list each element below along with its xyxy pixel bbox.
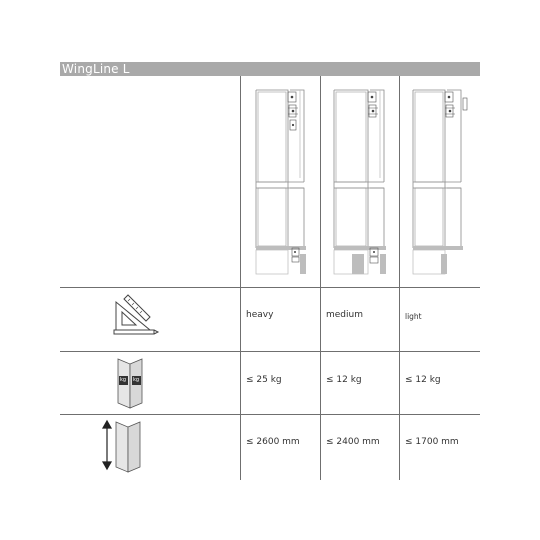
- section-title: WingLine L: [62, 62, 130, 76]
- max-height-light: ≤ 1700 mm: [405, 437, 459, 447]
- column-divider-2: [320, 76, 321, 480]
- folding-door-medium-drawing: [322, 78, 398, 284]
- set-square-ruler-icon: [110, 296, 160, 336]
- max-weight-light: ≤ 12 kg: [405, 375, 441, 385]
- folding-door-heavy-drawing: [242, 78, 318, 284]
- folding-door-light-drawing: [401, 78, 477, 284]
- max-height-heavy: ≤ 2600 mm: [246, 437, 300, 447]
- door-height-arrow-icon: [100, 418, 152, 476]
- max-height-medium: ≤ 2400 mm: [326, 437, 380, 447]
- row-divider-1: [60, 287, 480, 288]
- row-divider-2: [60, 351, 480, 352]
- kg-label-right: kg: [133, 377, 140, 383]
- max-weight-medium: ≤ 12 kg: [326, 375, 362, 385]
- section-header: [60, 62, 480, 76]
- load-class-medium: medium: [326, 310, 363, 320]
- door-weight-kg-icon: [112, 356, 152, 410]
- load-class-heavy: heavy: [246, 310, 274, 320]
- column-divider-1: [240, 76, 241, 480]
- load-class-light: light: [405, 312, 422, 321]
- row-divider-3: [60, 414, 480, 415]
- column-divider-3: [399, 76, 400, 480]
- max-weight-heavy: ≤ 25 kg: [246, 375, 282, 385]
- kg-label-left: kg: [120, 377, 127, 383]
